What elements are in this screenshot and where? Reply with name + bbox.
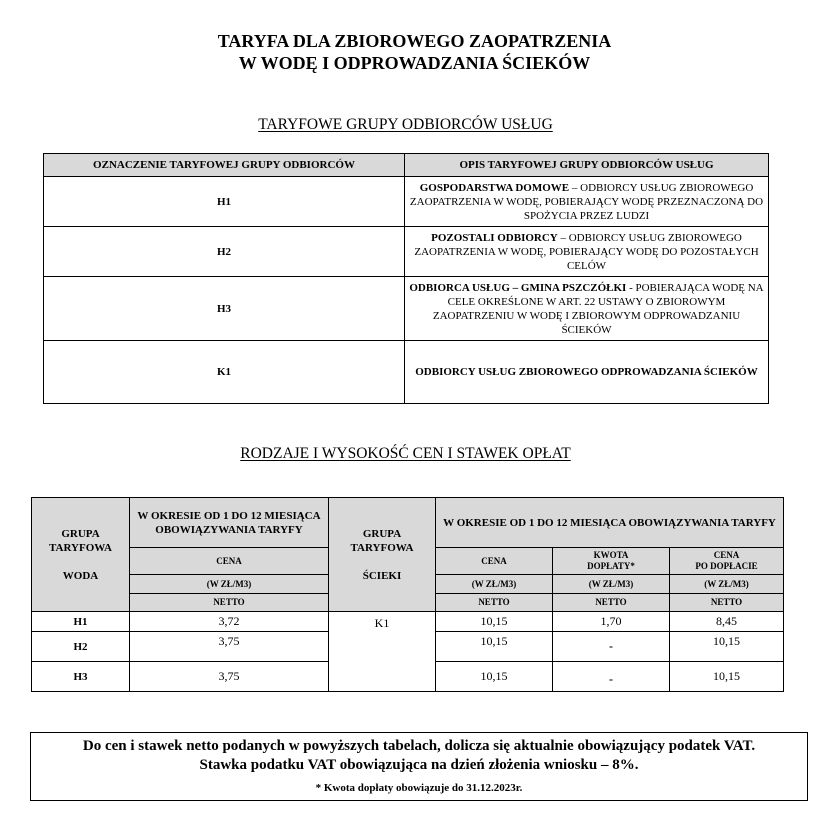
group-description-bold: ODBIORCY USŁUG ZBIOROWEGO ODPROWADZANIA ŚCIEKÓW <box>415 366 758 378</box>
sewage-price-header: CENA <box>436 548 553 575</box>
group-description-bold: ODBIORCA USŁUG – GMINA PSZCZÓŁKI <box>409 281 627 294</box>
group-description-rest: – ODBIORCY USŁUG ZBIOROWEGO ZAOPATRZENIA W WODĘ, POBIERAJĄCY WODĘ DO POZOSTAŁYCH CELÓW <box>414 231 759 272</box>
title-line-1: TARYFA DLA ZBIOROWEGO ZAOPATRZENIA <box>217 31 612 51</box>
sewage-group-header <box>329 498 436 612</box>
group-code: K1 <box>44 341 405 404</box>
sewage-surcharge-netto-header: NETTO <box>553 594 670 612</box>
vat-notice-line-2: Stawka podatku VAT obowiązująca na dzień złożenia wniosku – 8%. <box>199 757 639 773</box>
water-price: 3,75 <box>130 632 329 662</box>
sewage-after-header <box>670 548 784 575</box>
water-price: 3,72 <box>130 612 329 632</box>
rates-header-row-1 <box>32 498 784 548</box>
sewage-group-header-line-2: TARYFOWA <box>350 541 414 554</box>
sewage-surcharge: - <box>553 662 670 692</box>
groups-section-heading: TARYFOWE GRUPY ODBIORCÓW USŁUG <box>258 116 553 133</box>
water-group-header-line-1: GRUPA <box>61 527 100 540</box>
vat-notice-line-1: Do cen i stawek netto podanych w powyższych tabelach, dolicza się aktualnie obowiązujący podatek VAT. <box>82 738 756 754</box>
group-description <box>405 227 769 277</box>
group-description-bold: POZOSTALI ODBIORCY <box>431 231 558 244</box>
groups-table-header-row <box>44 154 769 177</box>
group-code: H2 <box>44 227 405 277</box>
sewage-surcharge: 1,70 <box>553 612 670 632</box>
group-code: H3 <box>44 277 405 341</box>
sewage-surcharge-header-line-1: KWOTA <box>593 550 629 560</box>
water-group-header <box>32 498 130 612</box>
vat-notice-box <box>30 732 808 801</box>
sewage-surcharge-header <box>553 548 670 575</box>
rates-section-heading: RODZAJE I WYSOKOŚĆ CEN I STAWEK OPŁAT <box>240 445 571 462</box>
sewage-group-header-line-3: ŚCIEKI <box>362 569 402 582</box>
water-group-header-line-2: TARYFOWA <box>49 541 112 554</box>
group-code: H1 <box>44 177 405 227</box>
sewage-price-after: 10,15 <box>670 662 784 692</box>
group-description <box>405 341 769 404</box>
table-row <box>44 227 769 277</box>
sewage-price: 10,15 <box>436 662 553 692</box>
sewage-surcharge-header-line-2: DOPŁATY* <box>587 561 635 571</box>
groups-col-desc-header: OPIS TARYFOWEJ GRUPY ODBIORCÓW USŁUG <box>405 154 769 177</box>
water-netto-header: NETTO <box>130 594 329 612</box>
sewage-period-header: W OKRESIE OD 1 DO 12 MIESIĄCA OBOWIĄZYWANIA TARYFY <box>436 498 784 548</box>
table-row <box>44 177 769 227</box>
water-group-code: H2 <box>32 632 130 662</box>
sewage-surcharge-unit-header: (W ZŁ/M3) <box>553 575 670 594</box>
water-unit-header: (W ZŁ/M3) <box>130 575 329 594</box>
title-line-2: W WODĘ I ODPROWADZANIA ŚCIEKÓW <box>238 53 591 73</box>
group-description-rest: - POBIERAJĄCA WODĘ NA CELE OKREŚLONE W ART. 22 USTAWY O ZBIOROWYM ZAOPATRZENIU W WODĘ I ZBIOROWYM ODPROWADZANIU ŚCIEKÓW <box>432 281 764 336</box>
group-description-rest: – ODBIORCY USŁUG ZBIOROWEGO ZAOPATRZENIA W WODĘ, POBIERAJĄCY WODĘ PRZEZNACZONĄ DO SPOŻYCIA PRZEZ LUDZI <box>409 181 764 222</box>
water-period-header: W OKRESIE OD 1 DO 12 MIESIĄCA OBOWIĄZYWANIA TARYFY <box>130 498 329 548</box>
sewage-after-header-line-1: CENA <box>713 550 740 560</box>
water-group-code: H1 <box>32 612 130 632</box>
table-row <box>44 341 769 404</box>
sewage-price-unit-header: (W ZŁ/M3) <box>436 575 553 594</box>
rates-table <box>31 497 784 692</box>
sewage-price-after: 8,45 <box>670 612 784 632</box>
sewage-after-header-line-2: PO DOPŁACIE <box>695 561 758 571</box>
sewage-price: 10,15 <box>436 612 553 632</box>
sewage-after-unit-header: (W ZŁ/M3) <box>670 575 784 594</box>
water-group-header-line-3: WODA <box>62 569 99 582</box>
group-description <box>405 277 769 341</box>
surcharge-footnote: * Kwota dopłaty obowiązuje do 31.12.2023r. <box>315 782 523 794</box>
sewage-price-netto-header: NETTO <box>436 594 553 612</box>
sewage-group-header-line-1: GRUPA <box>362 527 402 540</box>
document-title <box>0 30 829 74</box>
groups-table <box>43 153 769 404</box>
group-description <box>405 177 769 227</box>
sewage-surcharge: - <box>553 632 670 662</box>
sewage-price-after: 10,15 <box>670 632 784 662</box>
water-group-code: H3 <box>32 662 130 692</box>
groups-col-code-header: OZNACZENIE TARYFOWEJ GRUPY ODBIORCÓW <box>44 154 405 177</box>
group-description-bold: GOSPODARSTWA DOMOWE <box>419 181 570 194</box>
sewage-group-code: K1 <box>329 612 436 692</box>
sewage-after-netto-header: NETTO <box>670 594 784 612</box>
table-row <box>44 277 769 341</box>
sewage-price: 10,15 <box>436 632 553 662</box>
table-row <box>32 612 784 632</box>
water-price-header: CENA <box>130 548 329 575</box>
water-price: 3,75 <box>130 662 329 692</box>
